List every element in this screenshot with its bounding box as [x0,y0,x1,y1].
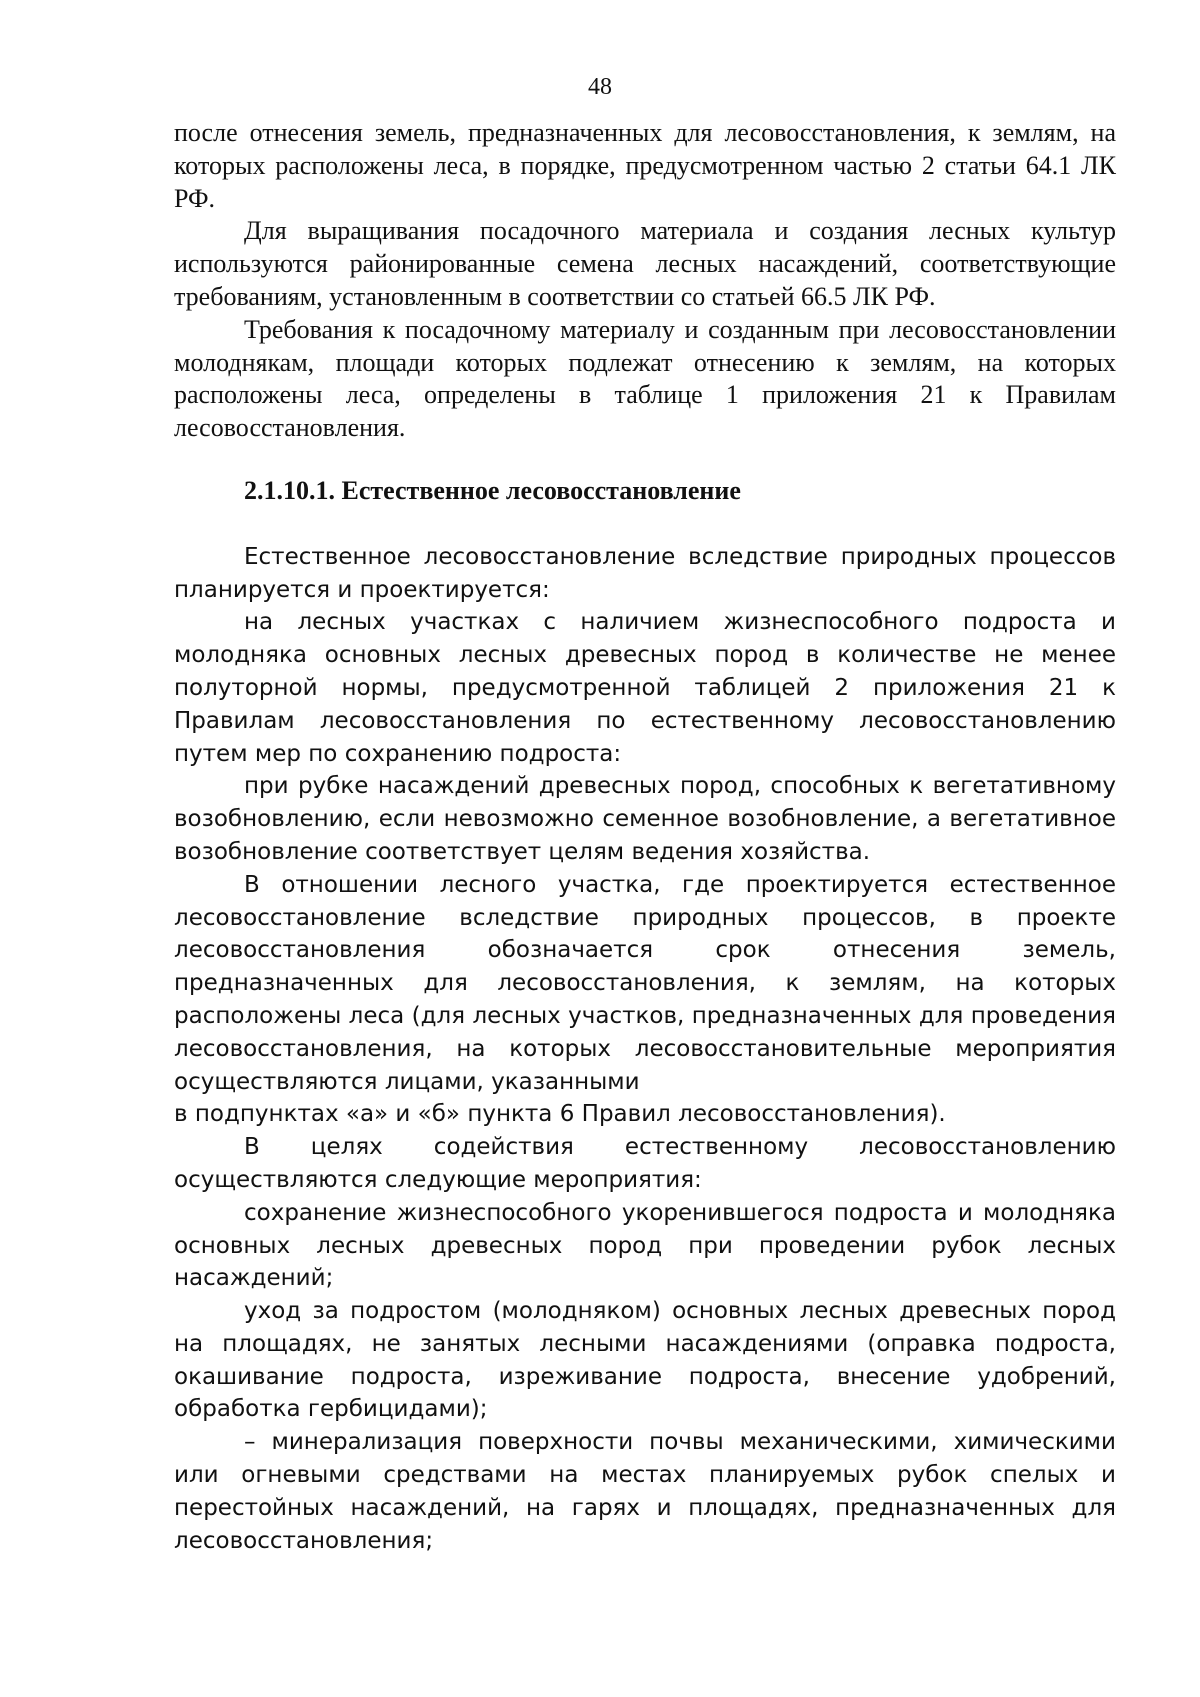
document-body [174,117,1116,1557]
paragraph-undergrowth-sites: на лесных участках с наличием жизнеспособного подроста и молодняка основных лесных древесных пород в количестве не менее полуторной нормы, предусмотренной таблицей 2 приложения 21 к Правилам лесовосстановления по естественному лесовосстановлению путем мер по сохранению подроста: [174,609,1116,767]
paragraph-continuation: после отнесения земель, предназначенных для лесовосстановления, к землям, на которых расположены леса, в порядке, предусмотренном частью 2 статьи 64.1 ЛК РФ. [174,118,1116,213]
spacer [174,508,1116,541]
list-item-mineralization: – минерализация поверхности почвы механическими, химическими или огневыми средствами на местах планируемых рубок спелых и перестойных насаждений, на гарях и площадях, предназначенных для лесовосстановления; [174,1429,1116,1554]
section-heading: 2.1.10.1. Естественное лесовосстановление [244,475,741,505]
paragraph-natural-intro: Естественное лесовосстановление вследствие природных процессов планируется и проектируется: [174,543,1116,603]
paragraph-assistance-measures: В целях содействия естественному лесовосстановлению осуществляются следующие мероприятия: [174,1134,1116,1193]
paragraph-vegetative-renewal: при рубке насаждений древесных пород, способных к вегетативному возобновлению, если невозможно семенное возобновление, а вегетативное возобновление соответствует целям ведения хозяйства. [174,773,1116,865]
paragraph-project-term-continued: в подпунктах «а» и «б» пункта 6 Правил лесовосстановления). [174,1101,946,1128]
paragraph-requirements: Требования к посадочному материалу и созданным при лесовосстановлении молоднякам, площади которых подлежат отнесению к землям, на которых расположены леса, определены в таблице 1 приложения 21 к Правилам лесовосстановления. [174,314,1116,443]
spacer [174,445,1116,475]
paragraph-project-term: В отношении лесного участка, где проектируется естественное лесовосстановление вследствие природных процессов, в проекте лесовосстановления обозначается срок отнесения земель, предназначенных для лесовосстановления, к землям, на которых расположены леса (для лесных участков, предназначенных для проведения лесовосстановления, на которых лесовосстановительные мероприятия осуществляются лицами, указанными [174,871,1116,1095]
paragraph-seeds: Для выращивания посадочного материала и создания лесных культур используются районированные семена лесных насаждений, соответствующие требованиям, установленным в соответствии со статьей 66.5 ЛК РФ. [174,216,1116,311]
list-item-care: уход за подростом (молодняком) основных лесных древесных пород на площадях, не занятых лесными насаждениями (оправка подроста, окашивание подроста, изреживание подроста, внесение удобрений, обработка гербицидами); [174,1298,1116,1423]
list-item-preservation: сохранение жизнеспособного укоренившегося подроста и молодняка основных лесных древесных пород при проведении рубок лесных насаждений; [174,1199,1116,1292]
page-number: 48 [588,74,612,100]
